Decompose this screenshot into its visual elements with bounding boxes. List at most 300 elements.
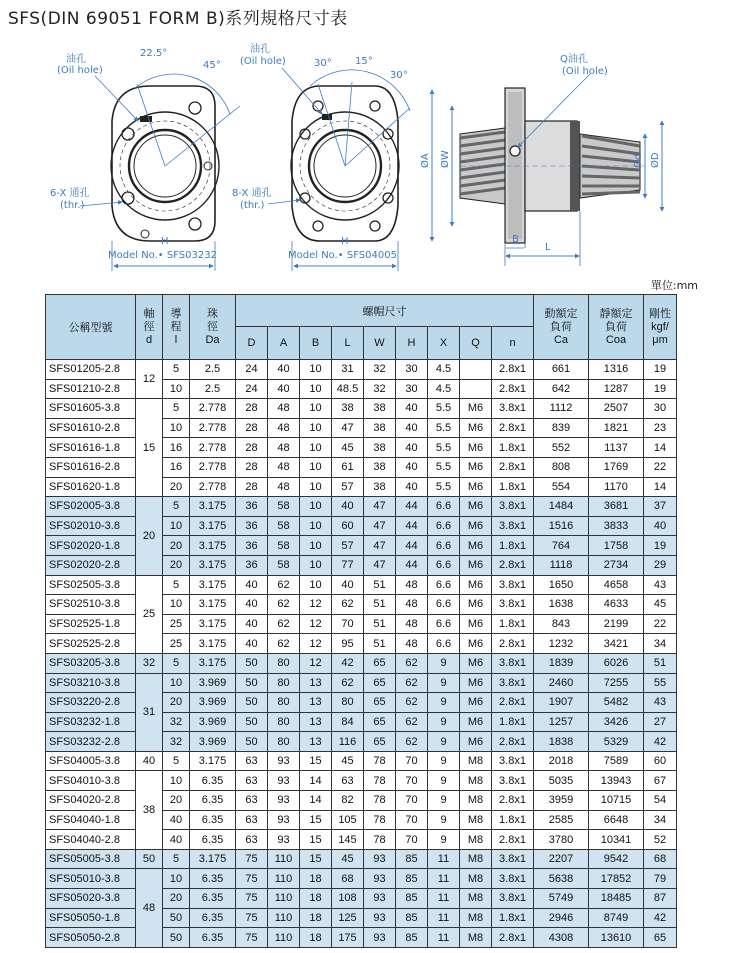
- cell-k: 40: [644, 516, 677, 536]
- cell-model: SFS05050-2.8: [46, 928, 136, 948]
- cell-w: 78: [364, 810, 396, 830]
- cell-w: 38: [364, 477, 396, 497]
- cell-shaft-diameter: 20: [136, 497, 163, 575]
- cell-coa: 3833: [589, 516, 644, 536]
- cell-coa: 6648: [589, 810, 644, 830]
- cell-k: 34: [644, 810, 677, 830]
- cell-n: 3.8x1: [492, 751, 534, 771]
- cell-w: 93: [364, 889, 396, 909]
- cell-a: 58: [268, 516, 300, 536]
- cell-model: SFS02020-1.8: [46, 536, 136, 556]
- spec-table-body: [46, 360, 677, 948]
- cell-l: 82: [332, 791, 364, 811]
- cell-coa: 10715: [589, 791, 644, 811]
- header-ball-1: 珠: [207, 307, 218, 320]
- cell-n: 3.8x1: [492, 575, 534, 595]
- cell-x: 4.5: [428, 379, 460, 399]
- cell-d: 24: [236, 360, 268, 380]
- cell-l: 42: [332, 653, 364, 673]
- cell-l: 5: [163, 497, 190, 517]
- cell-coa: 1170: [589, 477, 644, 497]
- cell-w: 78: [364, 751, 396, 771]
- cell-shaft-diameter: 50: [136, 849, 163, 869]
- cell-ca: 843: [534, 614, 589, 634]
- cell-q: M6: [460, 555, 492, 575]
- header-ball-2: 徑: [207, 320, 218, 333]
- cell-coa: 17852: [589, 869, 644, 889]
- cell-n: 1.8x1: [492, 536, 534, 556]
- cell-coa: 9542: [589, 849, 644, 869]
- cell-a: 93: [268, 830, 300, 850]
- cell-shaft-diameter: 40: [136, 751, 163, 771]
- cell-a: 62: [268, 595, 300, 615]
- cell-k: 43: [644, 575, 677, 595]
- cell-k: 79: [644, 869, 677, 889]
- table-row: [46, 771, 677, 791]
- cell-coa: 2507: [589, 399, 644, 419]
- cell-b: 14: [300, 791, 332, 811]
- cell-da: 2.778: [190, 418, 236, 438]
- cell-b: 15: [300, 751, 332, 771]
- cell-b: 10: [300, 477, 332, 497]
- cell-l: 5: [163, 575, 190, 595]
- cell-b: 12: [300, 653, 332, 673]
- cell-n: 2.8x1: [492, 693, 534, 713]
- cell-w: 93: [364, 849, 396, 869]
- header-dyn-2: 負荷: [550, 320, 572, 333]
- cell-a: 62: [268, 575, 300, 595]
- cell-model: SFS03220-2.8: [46, 693, 136, 713]
- header-lead-1: 導: [170, 307, 182, 320]
- cell-a: 93: [268, 791, 300, 811]
- cell-b: 10: [300, 360, 332, 380]
- cell-ca: 1232: [534, 634, 589, 654]
- header-model: 公稱型號: [46, 295, 136, 360]
- header-dyn-1: 動額定: [544, 307, 578, 320]
- header-lead-3: l: [174, 333, 178, 346]
- header-shaft: [136, 295, 163, 360]
- cell-n: 3.8x1: [492, 653, 534, 673]
- cell-b: 10: [300, 497, 332, 517]
- cell-k: 23: [644, 418, 677, 438]
- cell-a: 80: [268, 712, 300, 732]
- cell-l: 20: [163, 555, 190, 575]
- cell-w: 93: [364, 869, 396, 889]
- cell-k: 87: [644, 889, 677, 909]
- cell-k: 19: [644, 360, 677, 380]
- cell-a: 58: [268, 536, 300, 556]
- cell-da: 3.175: [190, 555, 236, 575]
- cell-w: 51: [364, 595, 396, 615]
- cell-k: 55: [644, 673, 677, 693]
- cell-x: 4.5: [428, 360, 460, 380]
- cell-h: 40: [396, 457, 428, 477]
- cell-ca: 1112: [534, 399, 589, 419]
- header-sub-n: n: [492, 327, 534, 360]
- cell-d: 50: [236, 673, 268, 693]
- cell-coa: 6026: [589, 653, 644, 673]
- cell-k: 60: [644, 751, 677, 771]
- cell-model: SFS03205-3.8: [46, 653, 136, 673]
- cell-coa: 8749: [589, 908, 644, 928]
- cell-shaft-diameter: 38: [136, 771, 163, 849]
- cell-q: M6: [460, 575, 492, 595]
- cell-q: M6: [460, 516, 492, 536]
- header-rig-1: 剛性: [649, 307, 671, 320]
- cell-k: 29: [644, 555, 677, 575]
- cell-n: 2.8x1: [492, 555, 534, 575]
- cell-da: 3.175: [190, 614, 236, 634]
- cell-ca: 642: [534, 379, 589, 399]
- dim-d-small-label: Ød: [633, 153, 644, 168]
- cell-l: 50: [163, 908, 190, 928]
- cell-l: 31: [332, 360, 364, 380]
- cell-b: 10: [300, 575, 332, 595]
- cell-w: 38: [364, 418, 396, 438]
- cell-da: 3.175: [190, 575, 236, 595]
- table-row: [46, 399, 677, 419]
- dim-b-label: B: [512, 234, 519, 245]
- table-row: [46, 653, 677, 673]
- cell-q: M8: [460, 810, 492, 830]
- cell-x: 9: [428, 751, 460, 771]
- cell-l: 47: [332, 418, 364, 438]
- cell-k: 34: [644, 634, 677, 654]
- cell-shaft-diameter: 25: [136, 575, 163, 653]
- cell-a: 58: [268, 497, 300, 517]
- thru-6-label: 6-X 通孔: [50, 188, 90, 199]
- header-rigidity: [644, 295, 677, 360]
- cell-h: 48: [396, 595, 428, 615]
- cell-d: 28: [236, 477, 268, 497]
- cell-d: 36: [236, 536, 268, 556]
- header-sub-w: W: [364, 327, 396, 360]
- cell-x: 5.5: [428, 438, 460, 458]
- cell-coa: 4658: [589, 575, 644, 595]
- oil-hole-label-en-2: (Oil hole): [240, 56, 286, 67]
- cell-l: 38: [332, 399, 364, 419]
- cell-h: 70: [396, 810, 428, 830]
- thru-8-label: 8-X 通孔: [232, 188, 272, 199]
- cell-q: M6: [460, 732, 492, 752]
- cell-x: 6.6: [428, 516, 460, 536]
- cell-model: SFS01205-2.8: [46, 360, 136, 380]
- cell-da: 3.969: [190, 732, 236, 752]
- cell-da: 3.175: [190, 595, 236, 615]
- cell-x: 9: [428, 732, 460, 752]
- cell-b: 15: [300, 830, 332, 850]
- cell-x: 6.6: [428, 497, 460, 517]
- cell-d: 36: [236, 516, 268, 536]
- cell-a: 58: [268, 555, 300, 575]
- oil-hole-label-cn-1: 油孔: [66, 54, 86, 65]
- cell-d: 40: [236, 575, 268, 595]
- cell-da: 3.969: [190, 693, 236, 713]
- cell-model: SFS05010-3.8: [46, 869, 136, 889]
- cell-w: 65: [364, 732, 396, 752]
- cell-d: 63: [236, 810, 268, 830]
- cell-n: 1.8x1: [492, 908, 534, 928]
- cell-d: 50: [236, 693, 268, 713]
- cell-k: 19: [644, 536, 677, 556]
- cell-q: M6: [460, 399, 492, 419]
- cell-a: 93: [268, 751, 300, 771]
- cell-b: 13: [300, 693, 332, 713]
- cell-x: 9: [428, 830, 460, 850]
- cell-b: 10: [300, 379, 332, 399]
- table-row: [46, 575, 677, 595]
- cell-x: 6.6: [428, 595, 460, 615]
- cell-w: 47: [364, 516, 396, 536]
- cell-x: 5.5: [428, 418, 460, 438]
- cell-w: 78: [364, 771, 396, 791]
- q-oil-hole-label-en: (Oil hole): [562, 66, 608, 77]
- cell-ca: 5035: [534, 771, 589, 791]
- dim-d-big-label: ØD: [650, 152, 661, 168]
- cell-h: 70: [396, 791, 428, 811]
- header-nut-dims: 螺帽尺寸: [236, 295, 534, 327]
- cell-b: 10: [300, 399, 332, 419]
- cell-h: 62: [396, 653, 428, 673]
- cell-h: 44: [396, 497, 428, 517]
- cell-l: 63: [332, 771, 364, 791]
- cell-ca: 1839: [534, 653, 589, 673]
- cell-coa: 10341: [589, 830, 644, 850]
- cell-k: 14: [644, 438, 677, 458]
- cell-h: 44: [396, 516, 428, 536]
- cell-k: 51: [644, 653, 677, 673]
- cell-da: 3.175: [190, 634, 236, 654]
- cell-x: 6.6: [428, 575, 460, 595]
- cell-da: 2.778: [190, 477, 236, 497]
- cell-da: 3.969: [190, 673, 236, 693]
- cell-n: 3.8x1: [492, 771, 534, 791]
- cell-b: 13: [300, 732, 332, 752]
- cell-ca: 5638: [534, 869, 589, 889]
- cell-q: M6: [460, 653, 492, 673]
- cell-da: 2.5: [190, 379, 236, 399]
- cell-model: SFS05020-3.8: [46, 889, 136, 909]
- cell-d: 50: [236, 732, 268, 752]
- cell-k: 22: [644, 614, 677, 634]
- cell-coa: 1316: [589, 360, 644, 380]
- cell-a: 110: [268, 908, 300, 928]
- cell-coa: 1769: [589, 457, 644, 477]
- cell-l: 45: [332, 849, 364, 869]
- cell-n: 3.8x1: [492, 849, 534, 869]
- cell-x: 9: [428, 791, 460, 811]
- cell-ca: 554: [534, 477, 589, 497]
- cell-coa: 3681: [589, 497, 644, 517]
- cell-q: M6: [460, 712, 492, 732]
- header-sta-1: 靜額定: [599, 307, 633, 320]
- header-sub-d: D: [236, 327, 268, 360]
- header-lead-2: 程: [170, 320, 182, 333]
- cell-ca: 839: [534, 418, 589, 438]
- cell-da: 6.35: [190, 810, 236, 830]
- cell-ca: 1484: [534, 497, 589, 517]
- cell-l: 175: [332, 928, 364, 948]
- cell-q: M8: [460, 791, 492, 811]
- cell-l: 10: [163, 418, 190, 438]
- cell-k: 65: [644, 928, 677, 948]
- cell-h: 40: [396, 438, 428, 458]
- cell-k: 67: [644, 771, 677, 791]
- cell-n: 3.8x1: [492, 516, 534, 536]
- cell-model: SFS05005-3.8: [46, 849, 136, 869]
- cell-w: 78: [364, 830, 396, 850]
- cell-coa: 2734: [589, 555, 644, 575]
- cell-da: 6.35: [190, 869, 236, 889]
- cell-d: 50: [236, 712, 268, 732]
- table-row: [46, 869, 677, 889]
- header-sub-l: L: [332, 327, 364, 360]
- cell-q: M6: [460, 614, 492, 634]
- cell-q: M6: [460, 536, 492, 556]
- cell-x: 11: [428, 908, 460, 928]
- cell-model: SFS01605-3.8: [46, 399, 136, 419]
- cell-model: SFS01616-1.8: [46, 438, 136, 458]
- cell-l: 5: [163, 399, 190, 419]
- cell-w: 65: [364, 693, 396, 713]
- cell-d: 75: [236, 869, 268, 889]
- cell-b: 12: [300, 595, 332, 615]
- cell-x: 6.6: [428, 634, 460, 654]
- cell-da: 6.35: [190, 830, 236, 850]
- cell-h: 40: [396, 418, 428, 438]
- cell-da: 6.35: [190, 928, 236, 948]
- cell-b: 10: [300, 438, 332, 458]
- cell-w: 93: [364, 928, 396, 948]
- header-sub-q: Q: [460, 327, 492, 360]
- cell-model: SFS04040-1.8: [46, 810, 136, 830]
- cell-k: 43: [644, 693, 677, 713]
- cell-a: 48: [268, 477, 300, 497]
- cell-a: 80: [268, 653, 300, 673]
- cell-n: 2.8x1: [492, 791, 534, 811]
- cell-n: 1.8x1: [492, 614, 534, 634]
- cell-l: 40: [163, 810, 190, 830]
- cell-n: 3.8x1: [492, 869, 534, 889]
- cell-model: SFS01620-1.8: [46, 477, 136, 497]
- cell-h: 30: [396, 360, 428, 380]
- cell-ca: 2207: [534, 849, 589, 869]
- header-sub-h: H: [396, 327, 428, 360]
- angle-30b-label: 30°: [390, 70, 408, 81]
- cell-model: SFS05050-1.8: [46, 908, 136, 928]
- cell-h: 62: [396, 732, 428, 752]
- header-sta-3: Coa: [605, 333, 627, 346]
- cell-n: 1.8x1: [492, 438, 534, 458]
- cell-l: 48.5: [332, 379, 364, 399]
- cell-l: 10: [163, 869, 190, 889]
- cell-a: 93: [268, 810, 300, 830]
- cell-a: 110: [268, 869, 300, 889]
- cell-ca: 1907: [534, 693, 589, 713]
- cell-coa: 1137: [589, 438, 644, 458]
- cell-l: 20: [163, 536, 190, 556]
- cell-da: 3.175: [190, 653, 236, 673]
- cell-d: 28: [236, 418, 268, 438]
- cell-l: 10: [163, 771, 190, 791]
- header-rig-2: kgf/: [651, 320, 669, 333]
- cell-k: 68: [644, 849, 677, 869]
- cell-x: 9: [428, 771, 460, 791]
- cell-ca: 1257: [534, 712, 589, 732]
- cell-l: 57: [332, 477, 364, 497]
- cell-d: 63: [236, 771, 268, 791]
- thr-label-1: (thr.): [60, 200, 85, 211]
- cell-h: 40: [396, 399, 428, 419]
- cell-ca: 3959: [534, 791, 589, 811]
- cell-da: 3.175: [190, 516, 236, 536]
- cell-da: 3.175: [190, 751, 236, 771]
- cell-l: 5: [163, 360, 190, 380]
- model-label-2: Model No.• SFS04005: [288, 250, 397, 261]
- cell-ca: 2946: [534, 908, 589, 928]
- cell-l: 20: [163, 791, 190, 811]
- cell-x: 11: [428, 869, 460, 889]
- cell-b: 15: [300, 849, 332, 869]
- cell-k: 54: [644, 791, 677, 811]
- header-dynamic-load: [534, 295, 589, 360]
- cell-model: SFS01610-2.8: [46, 418, 136, 438]
- cell-d: 75: [236, 908, 268, 928]
- cell-k: 45: [644, 595, 677, 615]
- cell-ca: 661: [534, 360, 589, 380]
- cell-b: 18: [300, 889, 332, 909]
- cell-l: 77: [332, 555, 364, 575]
- cell-d: 36: [236, 497, 268, 517]
- cell-coa: 1821: [589, 418, 644, 438]
- angle-30a-label: 30°: [314, 58, 332, 69]
- cell-h: 85: [396, 928, 428, 948]
- cell-k: 27: [644, 712, 677, 732]
- cell-a: 40: [268, 379, 300, 399]
- cell-w: 38: [364, 457, 396, 477]
- cell-h: 40: [396, 477, 428, 497]
- cell-w: 47: [364, 497, 396, 517]
- cell-k: 42: [644, 732, 677, 752]
- cell-x: 6.6: [428, 614, 460, 634]
- cell-coa: 5329: [589, 732, 644, 752]
- cell-k: 22: [644, 457, 677, 477]
- cell-n: 2.8x1: [492, 634, 534, 654]
- cell-coa: 3421: [589, 634, 644, 654]
- cell-q: [460, 360, 492, 380]
- cell-n: 2.8x1: [492, 360, 534, 380]
- cell-a: 48: [268, 399, 300, 419]
- cell-n: 3.8x1: [492, 595, 534, 615]
- cell-q: [460, 379, 492, 399]
- cell-l: 145: [332, 830, 364, 850]
- cell-n: 2.8x1: [492, 928, 534, 948]
- cell-k: 42: [644, 908, 677, 928]
- cell-coa: 7589: [589, 751, 644, 771]
- cell-da: 2.778: [190, 438, 236, 458]
- header-rig-3: μm: [652, 333, 668, 346]
- cell-a: 48: [268, 457, 300, 477]
- cell-x: 11: [428, 849, 460, 869]
- cell-model: SFS04005-3.8: [46, 751, 136, 771]
- cell-ca: 2460: [534, 673, 589, 693]
- cell-a: 80: [268, 673, 300, 693]
- cell-da: 6.35: [190, 791, 236, 811]
- cell-l: 20: [163, 889, 190, 909]
- cell-q: M8: [460, 751, 492, 771]
- cell-l: 95: [332, 634, 364, 654]
- cell-w: 32: [364, 379, 396, 399]
